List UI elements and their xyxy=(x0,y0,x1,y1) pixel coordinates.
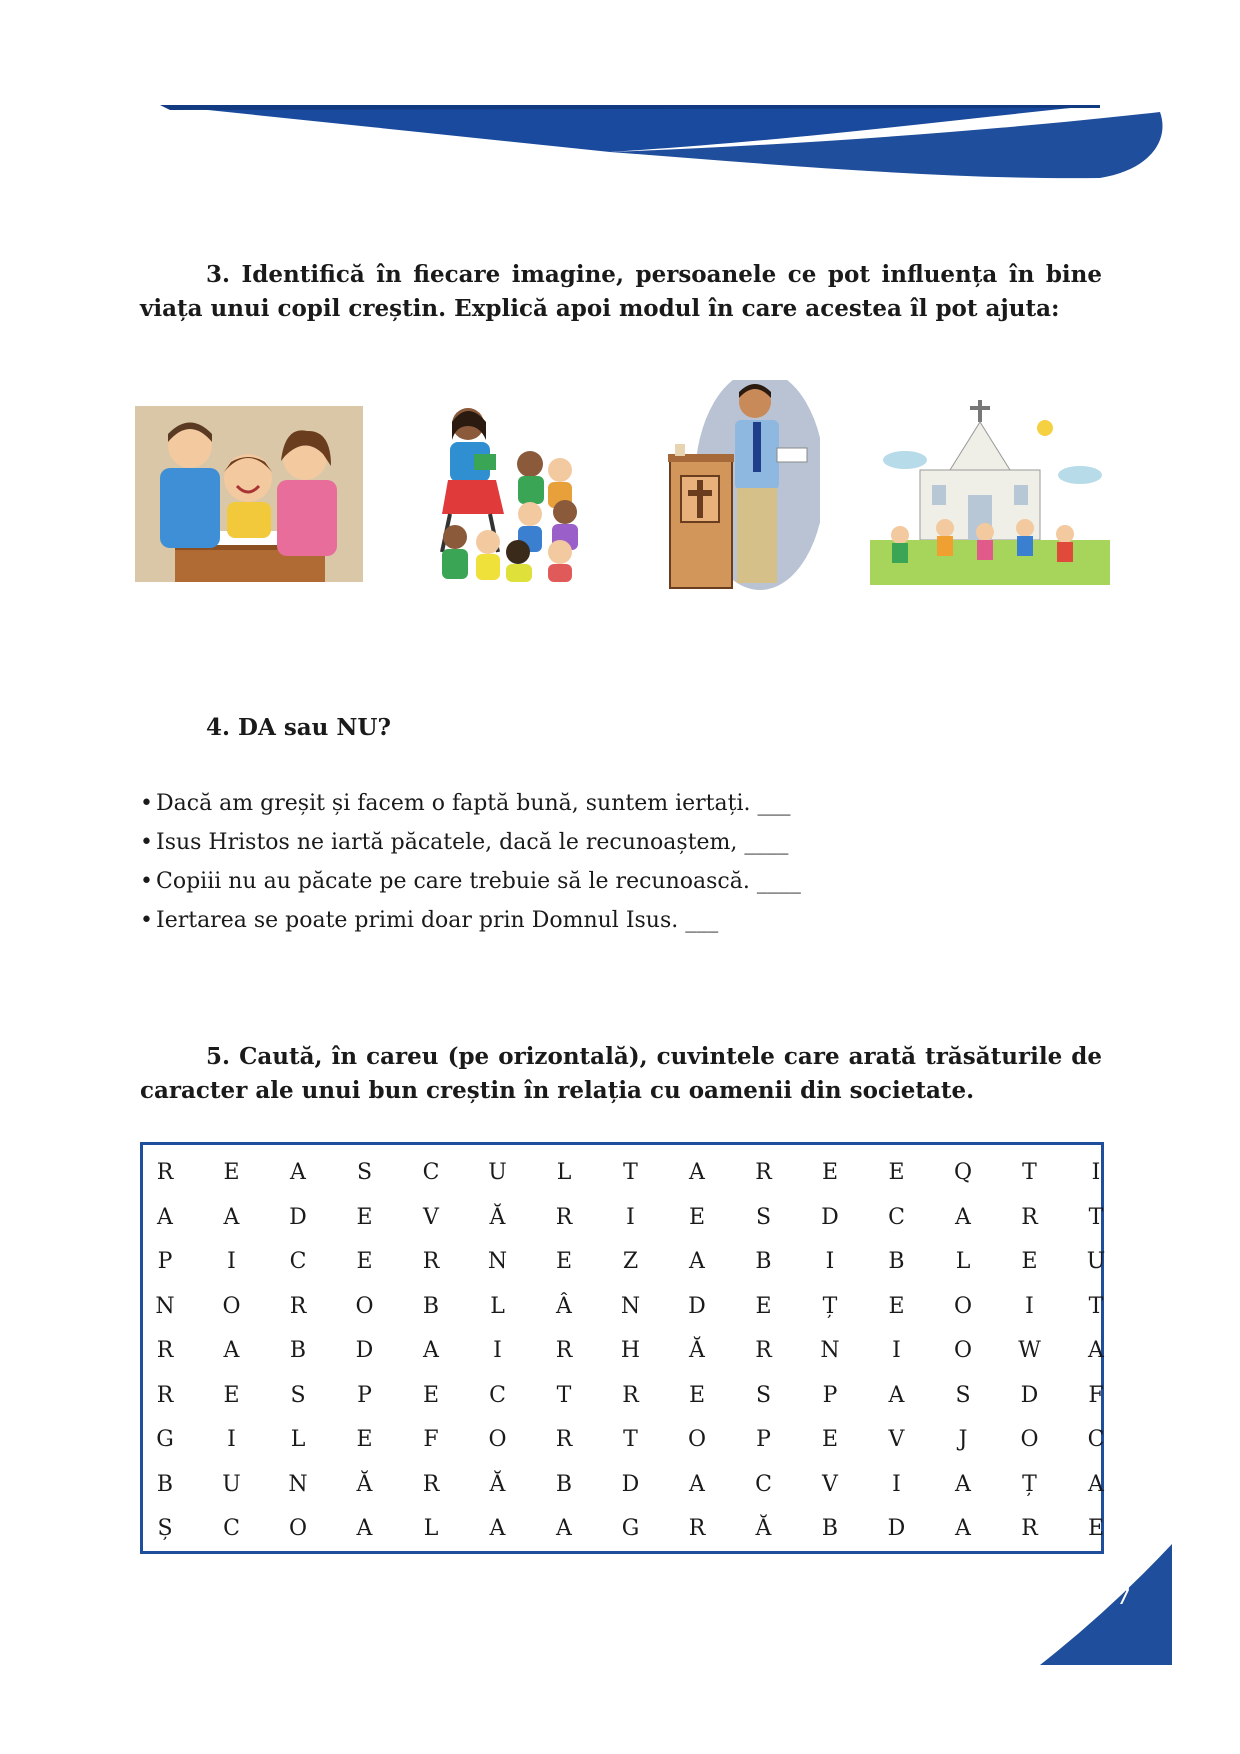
grid-letter[interactable]: E xyxy=(688,1204,706,1230)
grid-letter[interactable]: U xyxy=(222,1471,241,1497)
grid-letter[interactable]: E xyxy=(821,1160,839,1185)
grid-row xyxy=(143,1329,1104,1373)
grid-letter[interactable]: Ă xyxy=(356,1471,373,1497)
grid-letter[interactable]: R xyxy=(555,1338,573,1363)
grid-letter[interactable]: A xyxy=(223,1204,240,1230)
grid-letter[interactable]: C xyxy=(289,1249,307,1274)
grid-letter[interactable]: U xyxy=(488,1160,507,1185)
illustrations-row xyxy=(0,380,1240,600)
grid-letter[interactable]: O xyxy=(953,1293,973,1319)
grid-letter[interactable]: R xyxy=(755,1160,772,1185)
grid-letter[interactable]: D xyxy=(887,1516,906,1541)
grid-letter[interactable]: N xyxy=(288,1471,308,1497)
grid-letter[interactable]: A xyxy=(356,1516,373,1541)
grid-letter[interactable]: Ă xyxy=(755,1516,772,1541)
grid-letter[interactable]: I xyxy=(227,1249,236,1274)
bullet-icon: • xyxy=(140,830,153,855)
grid-letter[interactable]: O xyxy=(687,1427,707,1452)
grid-letter[interactable]: T xyxy=(556,1382,572,1408)
grid-letter[interactable]: D xyxy=(289,1204,307,1230)
grid-letter[interactable]: S xyxy=(955,1382,971,1408)
grid-letter[interactable]: A xyxy=(955,1204,971,1230)
grid-letter[interactable]: A xyxy=(223,1338,240,1363)
grid-letter[interactable]: U xyxy=(1086,1249,1106,1274)
bullet-icon: • xyxy=(140,869,153,894)
exercise-5-instruction: 5. Caută, în careu (pe orizontală), cuvintele care arată trăsăturile de caracter ale unui bun creștin în relația cu oamenii din societate. xyxy=(140,1043,1102,1104)
grid-letter[interactable]: R xyxy=(1021,1516,1038,1541)
grid-letter[interactable]: B xyxy=(289,1338,307,1363)
grid-letter[interactable]: T xyxy=(1022,1160,1037,1185)
grid-letter[interactable]: L xyxy=(423,1516,439,1541)
grid-row xyxy=(143,1418,1105,1462)
grid-letter[interactable]: N xyxy=(487,1249,508,1274)
grid-letter[interactable]: F xyxy=(423,1427,439,1452)
grid-letter[interactable]: E xyxy=(1021,1249,1038,1274)
grid-letter[interactable]: C xyxy=(1087,1427,1105,1452)
grid-letter[interactable]: A xyxy=(1088,1338,1104,1363)
grid-letter[interactable]: F xyxy=(1088,1382,1104,1408)
grid-letter[interactable]: H xyxy=(620,1338,641,1363)
grid-letter[interactable]: A xyxy=(955,1516,971,1541)
grid-letter[interactable]: B xyxy=(422,1293,440,1319)
grid-letter[interactable]: I xyxy=(892,1338,901,1363)
grid-letter[interactable]: C xyxy=(422,1160,440,1185)
grid-letter[interactable]: R xyxy=(755,1338,772,1363)
statement-item xyxy=(140,823,801,862)
grid-letter[interactable]: C xyxy=(223,1516,240,1541)
grid-letter[interactable]: A xyxy=(689,1249,705,1274)
grid-letter[interactable]: P xyxy=(357,1382,372,1408)
exercise-3-instruction: 3. Identifică în fiecare imagine, persoanele ce pot influența în bine viața unui copil creștin. Explică apoi modul în care acestea îl pot ajuta: xyxy=(140,261,1102,322)
grid-letter[interactable]: J xyxy=(958,1427,968,1452)
parents-helping-child-image xyxy=(135,406,363,582)
grid-letter[interactable]: O xyxy=(288,1516,308,1541)
grid-letter[interactable]: R xyxy=(422,1471,440,1497)
grid-letter[interactable]: R xyxy=(688,1516,706,1541)
grid-letter[interactable]: B xyxy=(755,1249,772,1274)
statement-item xyxy=(140,862,801,901)
grid-letter[interactable]: R xyxy=(555,1427,573,1452)
grid-letter[interactable]: E xyxy=(555,1249,573,1274)
grid-letter[interactable]: E xyxy=(356,1204,373,1230)
grid-letter[interactable]: R xyxy=(1021,1204,1038,1230)
teacher-reading-to-children-image xyxy=(430,402,585,584)
grid-letter[interactable]: S xyxy=(755,1204,772,1230)
statement-text: Iertarea se poate primi doar prin Domnul Isus. ___ xyxy=(156,908,719,933)
grid-letter[interactable]: A xyxy=(955,1471,971,1497)
exercise-4-title: 4. DA sau NU? xyxy=(206,714,391,741)
grid-letter[interactable]: D xyxy=(355,1338,374,1363)
grid-letter[interactable]: L xyxy=(955,1249,971,1274)
grid-letter[interactable]: R xyxy=(289,1293,307,1319)
grid-letter[interactable]: E xyxy=(356,1427,373,1452)
grid-letter[interactable]: O xyxy=(488,1427,507,1452)
grid-letter[interactable]: B xyxy=(156,1471,174,1497)
grid-row xyxy=(143,1463,1104,1507)
grid-letter[interactable]: E xyxy=(356,1249,373,1274)
grid-row xyxy=(143,1240,1106,1284)
pastor-at-pulpit-image xyxy=(665,380,820,590)
grid-letter[interactable]: I xyxy=(227,1427,236,1452)
grid-letter[interactable]: A xyxy=(689,1160,705,1185)
grid-letter[interactable]: T xyxy=(1088,1204,1104,1230)
grid-letter[interactable]: E xyxy=(223,1382,240,1408)
grid-letter[interactable]: D xyxy=(1020,1382,1039,1408)
statement-item xyxy=(140,784,801,823)
bullet-icon: • xyxy=(140,791,153,816)
grid-letter[interactable]: E xyxy=(888,1293,905,1319)
grid-letter[interactable]: S xyxy=(290,1382,306,1408)
bullet-icon: • xyxy=(140,908,153,933)
grid-letter[interactable]: Ț xyxy=(822,1293,838,1319)
grid-letter[interactable]: E xyxy=(888,1160,905,1185)
grid-letter[interactable]: T xyxy=(1088,1293,1104,1319)
grid-letter[interactable]: I xyxy=(493,1338,502,1363)
grid-letter[interactable]: N xyxy=(820,1338,840,1363)
grid-letter[interactable]: I xyxy=(1091,1160,1101,1185)
grid-letter[interactable]: I xyxy=(626,1204,635,1230)
grid-letter[interactable]: Ș xyxy=(157,1516,173,1541)
grid-letter[interactable]: Ț xyxy=(1022,1471,1037,1497)
grid-letter[interactable]: Z xyxy=(622,1249,639,1274)
grid-letter[interactable]: P xyxy=(756,1427,771,1452)
grid-letter[interactable]: E xyxy=(821,1427,839,1452)
grid-letter[interactable]: R xyxy=(622,1382,639,1408)
grid-letter[interactable]: I xyxy=(892,1471,901,1497)
word-search-grid xyxy=(140,1142,1104,1554)
grid-letter[interactable]: W xyxy=(1018,1338,1041,1363)
grid-letter[interactable]: B xyxy=(555,1471,573,1497)
grid-letter[interactable]: A xyxy=(157,1204,173,1230)
grid-letter[interactable]: A xyxy=(423,1338,439,1363)
grid-letter[interactable]: T xyxy=(623,1427,638,1452)
header-swoosh-decoration xyxy=(0,0,1240,200)
statement-text: Dacă am greșit și facem o faptă bună, suntem iertați. ___ xyxy=(156,791,791,816)
grid-letter[interactable]: V xyxy=(423,1204,439,1230)
grid-row xyxy=(143,1151,1101,1195)
grid-letter[interactable]: I xyxy=(1025,1293,1034,1319)
grid-letter[interactable]: A xyxy=(489,1516,506,1541)
grid-letter[interactable]: Q xyxy=(953,1160,973,1185)
corner-triangle-decoration xyxy=(0,1520,1240,1754)
grid-letter[interactable]: O xyxy=(222,1293,241,1319)
grid-letter[interactable]: E xyxy=(688,1382,706,1408)
grid-letter[interactable]: A xyxy=(1088,1471,1104,1497)
statement-text: Isus Hristos ne iartă păcatele, dacă le recunoaștem, ____ xyxy=(156,830,789,855)
grid-letter[interactable]: A xyxy=(556,1516,572,1541)
grid-letter[interactable]: R xyxy=(156,1382,174,1408)
grid-letter[interactable]: Ă xyxy=(489,1204,506,1230)
grid-letter[interactable]: G xyxy=(156,1427,174,1452)
grid-letter[interactable]: A xyxy=(689,1471,705,1497)
grid-letter[interactable]: E xyxy=(223,1160,240,1185)
grid-letter[interactable]: O xyxy=(953,1338,973,1363)
grid-letter[interactable]: E xyxy=(755,1293,772,1319)
grid-letter[interactable]: O xyxy=(1020,1427,1039,1452)
grid-letter[interactable]: C xyxy=(489,1382,506,1408)
grid-letter[interactable]: N xyxy=(155,1293,175,1319)
grid-letter[interactable]: Ă xyxy=(489,1471,506,1497)
true-false-list xyxy=(140,784,801,940)
grid-letter[interactable]: S xyxy=(356,1160,373,1185)
grid-row xyxy=(143,1285,1104,1329)
grid-letter[interactable]: D xyxy=(621,1471,640,1497)
page-number: 7 xyxy=(1115,1584,1131,1610)
grid-letter[interactable]: D xyxy=(688,1293,706,1319)
grid-letter[interactable]: R xyxy=(555,1204,573,1230)
grid-letter[interactable]: T xyxy=(623,1160,638,1185)
grid-letter[interactable]: D xyxy=(821,1204,839,1230)
grid-letter[interactable]: L xyxy=(490,1293,505,1319)
grid-letter[interactable]: E xyxy=(1087,1516,1105,1541)
grid-letter[interactable]: R xyxy=(156,1160,174,1185)
grid-letter[interactable]: V xyxy=(822,1471,838,1497)
grid-letter[interactable]: C xyxy=(888,1204,905,1230)
statement-text: Copiii nu au păcate pe care trebuie să le recunoască. ____ xyxy=(156,869,801,894)
grid-row xyxy=(143,1374,1104,1418)
children-in-front-of-church-image xyxy=(870,400,1110,585)
grid-letter[interactable]: V xyxy=(888,1427,905,1452)
grid-letter[interactable]: N xyxy=(620,1293,641,1319)
grid-letter[interactable]: E xyxy=(422,1382,440,1408)
grid-letter[interactable]: P xyxy=(822,1382,838,1408)
grid-letter[interactable]: B xyxy=(888,1249,905,1274)
grid-letter[interactable]: C xyxy=(755,1471,772,1497)
statement-item xyxy=(140,901,801,940)
grid-letter[interactable]: R xyxy=(156,1338,174,1363)
grid-letter[interactable]: O xyxy=(355,1293,374,1319)
grid-letter[interactable]: L xyxy=(556,1160,572,1185)
grid-letter[interactable]: I xyxy=(825,1249,835,1274)
grid-letter[interactable]: P xyxy=(157,1249,173,1274)
grid-letter[interactable]: R xyxy=(422,1249,440,1274)
grid-letter[interactable]: G xyxy=(621,1516,640,1541)
grid-letter[interactable]: Ă xyxy=(689,1338,705,1363)
grid-letter[interactable]: A xyxy=(888,1382,905,1408)
grid-letter[interactable]: B xyxy=(821,1516,839,1541)
grid-letter[interactable]: Â xyxy=(556,1293,572,1319)
grid-letter[interactable]: A xyxy=(290,1160,306,1185)
grid-row xyxy=(143,1196,1104,1240)
grid-letter[interactable]: L xyxy=(290,1427,306,1452)
grid-letter[interactable]: S xyxy=(755,1382,772,1408)
